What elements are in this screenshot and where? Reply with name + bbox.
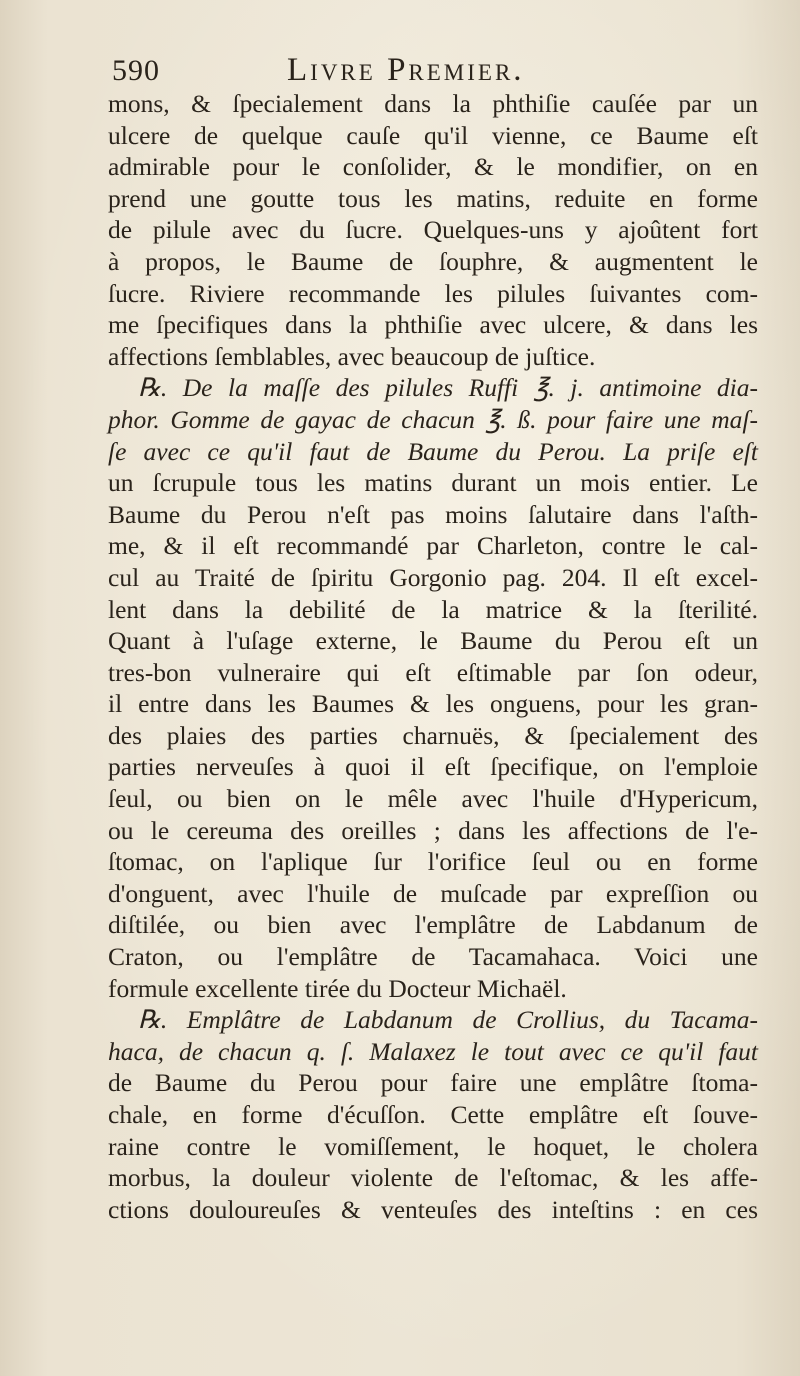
text-body xyxy=(108,88,758,1225)
text-line: chale, en forme d'écuſſon. Cette emplâtre eſt ſouve- xyxy=(108,1100,758,1129)
text-line: raine contre le vomiſſement, le hoquet, le cholera xyxy=(108,1131,758,1161)
text-line: de Baume du Perou pour faire une emplâtre ſtoma- xyxy=(108,1068,758,1098)
text-line: ſucre. Riviere recommande les pilules ſuivantes com- xyxy=(108,278,758,308)
text-line: lent dans la debilité de la matrice & la ſterilité. xyxy=(108,594,758,624)
text-line: ℞. De la maſſe des pilules Ruffi ℥. j. antimoine dia- xyxy=(138,373,758,403)
text-line: à propos, le Baume de ſouphre, & augmentent le xyxy=(108,246,758,276)
text-line: me ſpecifiques dans la phthiſie avec ulcere, & dans les xyxy=(108,310,758,340)
text-line: ctions douloureuſes & venteuſes des inteſtins : en ces xyxy=(108,1194,758,1224)
text-line: parties nerveuſes à quoi il eſt ſpecifique, on l'emploie xyxy=(108,752,758,782)
text-line: des plaies des parties charnuës, & ſpecialement des xyxy=(108,720,758,750)
text-line: admirable pour le conſolider, & le mondifier, on en xyxy=(108,152,758,182)
text-line: morbus, la douleur violente de l'eſtomac, & les affe- xyxy=(108,1163,758,1193)
text-line: d'onguent, avec l'huile de muſcade par expreſſion ou xyxy=(108,878,758,908)
text-line: Quant à l'uſage externe, le Baume du Perou eſt un xyxy=(108,626,758,656)
text-line: affections ſemblables, avec beaucoup de juſtice. xyxy=(108,341,596,371)
text-line: mons, & ſpecialement dans la phthiſie cauſée par un xyxy=(108,89,758,118)
text-line: formule excellente tirée du Docteur Michaël. xyxy=(108,973,567,1003)
page-number: 590 xyxy=(112,54,160,87)
text-line: tres-bon vulneraire qui eſt eſtimable par ſon odeur, xyxy=(108,657,758,687)
text-line: phor. Gomme de gayac de chacun ℥. ß. pour faire une maſ- xyxy=(108,404,758,434)
running-title: Livre Premier. xyxy=(287,52,525,88)
text-line: ℞. Emplâtre de Labdanum de Crollius, du Tacama- xyxy=(138,1005,758,1035)
text-line: ulcere de quelque cauſe qu'il vienne, ce Baume eſt xyxy=(108,120,758,150)
text-line: prend une goutte tous les matins, reduite en forme xyxy=(108,183,758,213)
text-line: ſtomac, on l'aplique ſur l'orifice ſeul ou en forme xyxy=(108,847,758,877)
text-line: un ſcrupule tous les matins durant un mois entier. Le xyxy=(108,468,758,498)
text-line: diſtilée, ou bien avec l'emplâtre de Labdanum de xyxy=(108,910,758,940)
text-line: ou le cereuma des oreilles ; dans les affections de l'e- xyxy=(108,815,758,845)
text-line: il entre dans les Baumes & les onguens, pour les gran- xyxy=(108,689,758,719)
text-line: Craton, ou l'emplâtre de Tacamahaca. Voici une xyxy=(108,942,758,972)
text-line: cul au Traité de ſpiritu Gorgonio pag. 204. Il eſt excel- xyxy=(108,562,758,592)
text-line: ſeul, ou bien on le mêle avec l'huile d'Hypericum, xyxy=(108,784,758,814)
text-line: ſe avec ce qu'il faut de Baume du Perou. La priſe eſt xyxy=(108,436,758,466)
text-line: me, & il eſt recommandé par Charleton, contre le cal- xyxy=(108,531,758,561)
text-line: de pilule avec du ſucre. Quelques-uns y ajoûtent fort xyxy=(108,215,758,245)
text-line: haca, de chacun q. ſ. Malaxez le tout avec ce qu'il faut xyxy=(108,1036,758,1066)
text-line: Baume du Perou n'eſt pas moins ſalutaire dans l'aſth- xyxy=(108,499,758,529)
